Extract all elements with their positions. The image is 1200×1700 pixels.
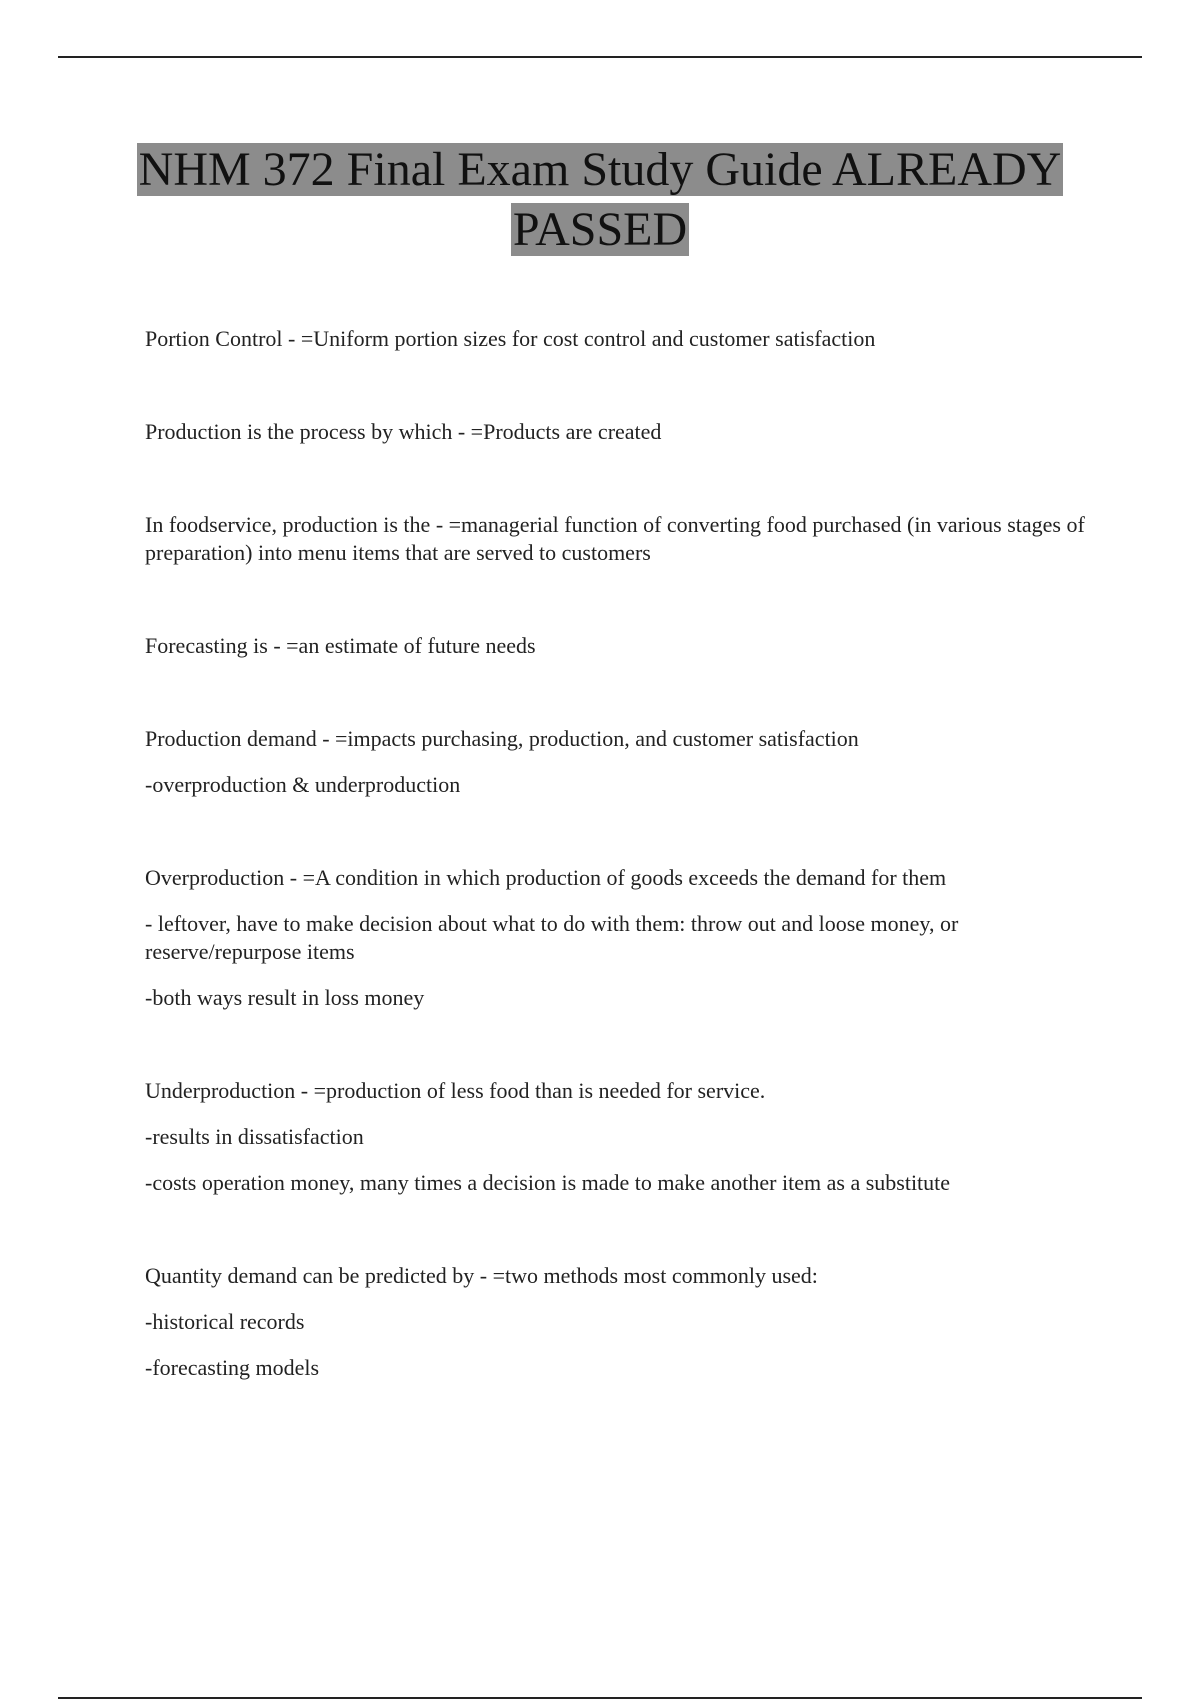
entry-underproduction: [145, 1077, 1095, 1197]
entry-line: Quantity demand can be predicted by - =two methods most commonly used:: [145, 1263, 818, 1288]
document-body: [145, 325, 1095, 1447]
entry-line: Overproduction - =A condition in which production of goods exceeds the demand for them: [145, 865, 947, 890]
entry-portion-control: [145, 325, 1095, 353]
entry-line: In foodservice, production is the - =managerial function of converting food purchased (in various stages of preparation) into menu items that are served to customers: [145, 512, 1085, 565]
bottom-rule: [58, 1697, 1142, 1699]
entry-line: Production demand - =impacts purchasing, production, and customer satisfaction: [145, 726, 859, 751]
entry-overproduction: [145, 864, 1095, 1012]
entry-line: -both ways result in loss money: [145, 985, 425, 1010]
entry-line: Production is the process by which - =Products are created: [145, 419, 662, 444]
entry-line: -costs operation money, many times a decision is made to make another item as a substitute: [145, 1170, 951, 1195]
title-line-1: NHM 372 Final Exam Study Guide ALREADY: [138, 143, 1062, 196]
entry-line: -overproduction & underproduction: [145, 772, 461, 797]
entry-line: - leftover, have to make decision about what to do with them: throw out and loose money, or reserve/repurpose items: [145, 911, 959, 964]
entry-foodservice-production: [145, 511, 1095, 567]
page-title: [0, 140, 1200, 260]
entry-production-demand: [145, 725, 1095, 799]
entry-line: Portion Control - =Uniform portion sizes for cost control and customer satisfaction: [145, 326, 876, 351]
entry-line: -forecasting models: [145, 1355, 320, 1380]
title-line-2: PASSED: [512, 203, 688, 256]
top-rule: [58, 56, 1142, 58]
entry-forecasting: [145, 632, 1095, 660]
entry-line: -historical records: [145, 1309, 305, 1334]
entry-line: -results in dissatisfaction: [145, 1124, 364, 1149]
entry-quantity-demand: [145, 1262, 1095, 1382]
entry-production-process: [145, 418, 1095, 446]
entry-line: Underproduction - =production of less food than is needed for service.: [145, 1078, 766, 1103]
entry-line: Forecasting is - =an estimate of future needs: [145, 633, 536, 658]
